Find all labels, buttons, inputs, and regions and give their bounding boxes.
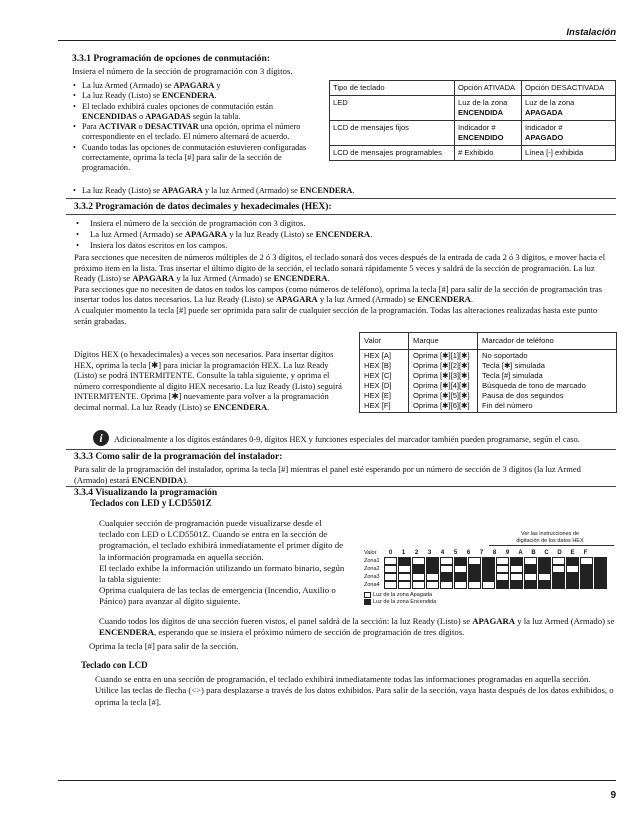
zone-light (468, 565, 481, 573)
grid-digit: 4 (440, 549, 445, 556)
section-331-bullets (72, 81, 327, 174)
switch-options-table: Tipo de teclado Opción ATIVADA Opción DESACTIVADA LED Luz de la zona ENCENDIDA Luz de la zona APAGADA LCD de mensajes fijos Indicador # ENCENDIDO Indicador # APAGADO LCD de mensajes programables # Exhibido Línea [-] exhibida (329, 80, 616, 161)
section-333-title: 3.3.3 Como salir de la programación del instalador: (74, 452, 283, 462)
zone-light (426, 581, 439, 589)
zone-light (454, 557, 467, 565)
zone-light (468, 581, 481, 589)
list-item: • El teclado exhibirá cuales opciones de conmutación están ENCENDIDAS o APAGADAS según la tabla. (82, 102, 327, 123)
zone-light (398, 557, 411, 565)
list-item: • La luz Ready (Listo) se APAGARA y la luz Armed (Armado) se ENCENDERA. (82, 186, 612, 196)
list-item: • Para ACTIVAR o DESACTIVAR una opción, oprima el número correspondiente en el teclado. El número alternará de acuerdo. (82, 122, 327, 143)
zone-light (454, 565, 467, 573)
zone-light (440, 581, 453, 589)
zone-light (510, 565, 523, 573)
section-334-exit-text: Cuando todos los dígitos de una sección fueren vistos, el panel saldrá de la sección: la luz Ready (Listo) se APAGARA y la luz Armed (Armado) se ENCENDERA, esperando que se insiera el próximo número de sección de programación de tres dígitos. (99, 616, 615, 638)
zone-light (384, 573, 397, 581)
grid-digit: 8 (492, 549, 497, 556)
zone-light (496, 565, 509, 573)
led-keypad-text: Cualquier sección de programación puede visualizarse desde el teclado con LED o LCD5501Z. Cuando se entra en la sección de programación, el teclado exhibirá inmediatamente el primer dígito de la información programada en aquella sección. El teclado exhibe la información utilizando un formato binario, según la tabla siguiente: Oprima cualquiera de las teclas de emergencia (Incendio, Auxilio o Pánico) para avanzar al dígito siguiente. (99, 518, 345, 607)
grid-digit: 6 (466, 549, 471, 556)
zone-row (364, 573, 616, 581)
divider (66, 198, 616, 199)
divider (66, 486, 616, 487)
zone-light (510, 557, 523, 565)
divider (66, 449, 616, 450)
legend-on-swatch (364, 599, 371, 605)
zone-light (426, 573, 439, 581)
note-text: Adicionalmente a los dígitos estándares 0-9, dígitos HEX y funciones especiales del marcador también pueden programarse, según el caso. (114, 435, 580, 444)
lcd-keypad-text: Cuando se entra en una sección de programación, el teclado exhibirá inmediatamente todas las informaciones programadas en aquella sección. Utilice las teclas de flecha (<>) para desplazarse a través de los datos exhibidos. Para salir de la sección, vaya hasta después de los datos exhibidos, o oprima la tecla [#]. (95, 674, 614, 707)
zone-light (384, 581, 397, 589)
grid-digit: E (570, 549, 575, 556)
led-keypads-subtitle: Teclados con LED y LCD5501Z (90, 498, 212, 508)
list-item: • La luz Ready (Listo) se ENCENDERA. (82, 91, 327, 101)
zone-light (412, 557, 425, 565)
list-item: • La luz Armed (Armado) se APAGARA y la luz Ready (Listo) se ENCENDERA. (76, 229, 616, 240)
section-334-title: 3.3.4 Visualizando la programación (74, 488, 218, 498)
zone-light (552, 581, 565, 589)
zone-light (398, 581, 411, 589)
caption-rule (489, 545, 614, 546)
zone-light (538, 557, 551, 565)
section-333-text: Para salir de la programación del instalador, oprima la tecla [#] mientras el panel esté esperando por un número de sección de 3 dígitos (la luz Armed (Armado) estará ENCENDIDA). (74, 464, 581, 485)
zone-light (426, 565, 439, 573)
section-header: Instalación (566, 27, 616, 38)
zone-light (594, 573, 607, 581)
zone-light (482, 573, 495, 581)
grid-digit: 1 (401, 549, 406, 556)
zone-light (454, 573, 467, 581)
list-item: • Cuando todas las opciones de conmutación estuvieren configuradas correctamente, oprima la tecla [#] para salir de la sección de programación. (82, 143, 327, 174)
legend-off-swatch (364, 592, 371, 598)
zone-light (538, 573, 551, 581)
zone-light (384, 565, 397, 573)
zone-light (468, 557, 481, 565)
zone-light (510, 581, 523, 589)
section-332-title: 3.3.2 Programación de datos decimales y hexadecimales (HEX): (74, 202, 332, 212)
zone-light (524, 565, 537, 573)
zone-light (552, 565, 565, 573)
section-331-title: 3.3.1 Programación de opciones de conmutación: (72, 54, 270, 64)
info-icon: i (93, 430, 109, 446)
grid-digit: 3 (427, 549, 432, 556)
hex-table: Valor Marque Marcador de teléfono HEX [A] HEX [B] HEX [C] HEX [D] HEX [E] HEX [F] Oprima [✱][1][✱] Oprima [✱][2][✱] Oprima [✱][3][✱] Oprima [✱][4][✱] Oprima [✱][5][✱] Oprima [✱][6][✱] No soportado Tecla [✱] simulada Tecla [#] simulada Búsqueda de tono de marcado Pausa de dos segundos Fin del número (359, 332, 617, 413)
exit-instruction: Oprima la tecla [#] para salir de la sección. (89, 641, 239, 651)
zone-light (496, 581, 509, 589)
zone-light (384, 557, 397, 565)
grid-digit: F (583, 549, 588, 556)
grid-digit: D (557, 549, 562, 556)
grid-digit: 5 (453, 549, 458, 556)
zone-light (552, 557, 565, 565)
zone-row (364, 557, 616, 565)
grid-digit: 2 (414, 549, 419, 556)
zone-light (412, 581, 425, 589)
list-item: • Insiera el número de la sección de programación con 3 dígitos. (76, 218, 616, 229)
zone-label: Zona2 (364, 566, 380, 572)
zone-rows (364, 557, 616, 589)
grid-digit: A (518, 549, 523, 556)
zone-light (580, 557, 593, 565)
header-rule (58, 40, 616, 41)
grid-caption: Ver las instrucciones de digitación de los datos HEX (516, 531, 584, 544)
footer-rule (58, 780, 616, 781)
grid-digit: 0 (388, 549, 393, 556)
zone-light (440, 557, 453, 565)
zone-light (594, 565, 607, 573)
zone-light (412, 573, 425, 581)
zone-light (580, 581, 593, 589)
grid-digit: 7 (479, 549, 484, 556)
zone-label: Zona3 (364, 574, 380, 580)
zone-light (496, 557, 509, 565)
list-item: • Insiera los datos escritos en los campos. (76, 240, 616, 251)
zone-light (580, 573, 593, 581)
section-332-paragraphs: Para secciones que necesiten de números múltiples de 2 ó 3 dígitos, el teclado sonará dos veces después de la entrada de cada 2 ó 3 dígitos, e mover hacia el próximo item en la lista. Tras insertar el último dígito de la sección, el teclado sonará rápidamente 5 veces y saldrá de la sección de programación. La luz Ready (Listo) se APAGARA y la luz Armed (Armado) se ENCENDERA. Para secciones que no necesiten de datos en todos los campos (como números de teléfono), oprima la tecla [#] para salir de la sección de programación tras insertar todos los datos necesarios. La luz Ready (Listo) se APAGARA y la luz Armed (Armado) se ENCENDERA. A cualquier momento la tecla [#] puede ser oprimida para salir de cualquier sección de la programación. Todas las alteraciones realizadas hasta este punto serán grabadas. (74, 252, 606, 326)
grid-digit: B (531, 549, 536, 556)
zone-label: Zona4 (364, 582, 380, 588)
zone-light (566, 581, 579, 589)
zone-light (440, 565, 453, 573)
digit-header-row (384, 550, 592, 556)
zone-light (580, 565, 593, 573)
zone-light (524, 581, 537, 589)
zone-light (496, 573, 509, 581)
zone-light (440, 573, 453, 581)
zone-light (468, 573, 481, 581)
zone-light (524, 557, 537, 565)
zone-light (482, 581, 495, 589)
zone-light (482, 565, 495, 573)
section-331-intro: Insiera el número de la sección de programación con 3 dígitos. (72, 66, 293, 76)
zone-light (482, 557, 495, 565)
hex-instructions: Dígitos HEX (o hexadecimales) a veces son necesarios. Para insertar dígitos HEX, oprima la tecla [✱] para iniciar la programación HEX. La luz Ready (Listo) se podrá INTERMITENTE. Consulte la tabla siguiente, y oprima el número correspondiente al dígito HEX necesario. La luz Ready (Listo) seguirá INTERMITENTE. Oprima [✱] nuevamente para volver a la programación decimal normal. La luz Ready (Listo) se ENCENDERA. (74, 349, 342, 412)
page-number: 9 (610, 790, 616, 801)
zone-light (398, 573, 411, 581)
binary-grid: Valor 0 1 2 3 4 5 6 7 8 9 A B C D E F Zona1 Zona2 Zona3 Zona4 Luz de la zona Apagada Luz de la zona Encendida (364, 548, 616, 605)
lcd-keypad-subtitle: Teclado con LCD (81, 660, 148, 670)
divider (66, 214, 616, 215)
zone-light (454, 581, 467, 589)
zone-light (524, 573, 537, 581)
zone-light (552, 573, 565, 581)
zone-light (594, 581, 607, 589)
zone-light (426, 557, 439, 565)
list-item: • La luz Armed (Armado) se APAGARA y (82, 81, 327, 91)
grid-digit: C (544, 549, 549, 556)
zone-light (412, 565, 425, 573)
zone-light (538, 581, 551, 589)
zone-light (566, 565, 579, 573)
zone-light (594, 557, 607, 565)
zone-row (364, 581, 616, 589)
zone-label: Zona1 (364, 558, 380, 564)
zone-light (538, 565, 551, 573)
zone-row (364, 565, 616, 573)
zone-light (566, 573, 579, 581)
zone-light (566, 557, 579, 565)
grid-digit: 9 (505, 549, 510, 556)
zone-light (510, 573, 523, 581)
zone-light (398, 565, 411, 573)
